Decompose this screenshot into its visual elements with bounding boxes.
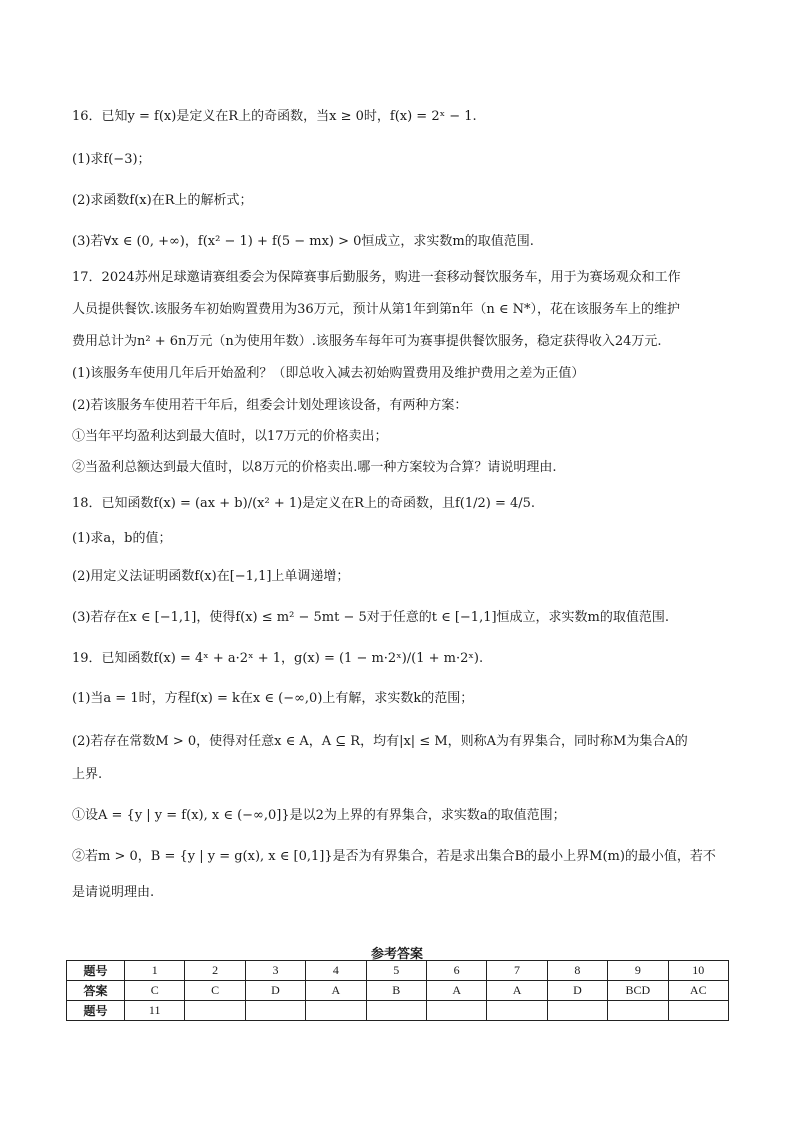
problem-18-part-2: (2)用定义法证明函数f(x)在[−1,1]上单调递增； bbox=[72, 569, 350, 584]
answer-table-cell bbox=[306, 1001, 366, 1021]
answer-table-cell: 4 bbox=[306, 961, 366, 981]
answer-table-cell: C bbox=[185, 981, 245, 1001]
answer-table-cell: 1 bbox=[125, 961, 185, 981]
problem-19-part-2-line-1: (2)若存在常数M > 0，使得对任意x ∈ A，A ⊆ R，均有|x| ≤ M，则称A为有界集合，同时称M为集合A的 bbox=[72, 734, 688, 749]
problem-18-stem: 18．已知函数f(x) = (ax + b)/(x² + 1)是定义在R上的奇函数，且f(1/2) = 4/5. bbox=[72, 496, 536, 511]
answer-table-header-cell: 答案 bbox=[67, 981, 125, 1001]
problem-19-subpart-1: ①设A = {y | y = f(x), x ∈ (−∞,0]}是以2为上界的有界集合，求实数a的取值范围； bbox=[72, 808, 566, 823]
problem-16-part-3: (3)若∀x ∈ (0, +∞)，f(x² − 1) + f(5 − mx) > 0恒成立，求实数m的取值范围. bbox=[72, 234, 534, 249]
answer-table-cell: BCD bbox=[608, 981, 668, 1001]
problem-17-option-2: ②当盈利总额达到最大值时，以8万元的价格卖出.哪一种方案较为合算？请说明理由. bbox=[72, 460, 557, 475]
problem-19-subpart-2-line-2: 是请说明理由. bbox=[72, 885, 155, 900]
problem-17-part-2: (2)若该服务车使用若干年后，组委会计划处理该设备，有两种方案： bbox=[72, 398, 468, 413]
problem-18-part-1: (1)求a，b的值； bbox=[72, 531, 172, 546]
answer-table-row bbox=[67, 1001, 729, 1021]
answer-table-cell bbox=[426, 1001, 486, 1021]
answer-table-cell: 10 bbox=[668, 961, 728, 981]
answer-table bbox=[66, 960, 729, 1021]
problem-17-stem-line-1: 17．2024苏州足球邀请赛组委会为保障赛事后勤服务，购进一套移动餐饮服务车，用于为赛场观众和工作 bbox=[72, 270, 681, 285]
answer-table-cell: D bbox=[547, 981, 607, 1001]
answer-table-title: 参考答案 bbox=[370, 947, 423, 962]
problem-18-part-3: (3)若存在x ∈ [−1,1]，使得f(x) ≤ m² − 5mt − 5对于任意的t ∈ [−1,1]恒成立，求实数m的取值范围. bbox=[72, 610, 670, 625]
problem-16-part-2: (2)求函数f(x)在R上的解析式； bbox=[72, 193, 253, 208]
answer-table-cell: B bbox=[366, 981, 426, 1001]
problem-19-part-2-line-2: 上界. bbox=[72, 767, 103, 782]
answer-table-cell: C bbox=[125, 981, 185, 1001]
problem-17-option-1: ①当年平均盈利达到最大值时，以17万元的价格卖出； bbox=[72, 429, 388, 444]
answer-table-cell: A bbox=[426, 981, 486, 1001]
problem-17-stem-line-3: 费用总计为n² + 6n万元（n为使用年数）.该服务车每年可为赛事提供餐饮服务，稳定获得收入24万元. bbox=[72, 334, 662, 349]
answer-table-cell: 6 bbox=[426, 961, 486, 981]
answer-table-cell: 11 bbox=[125, 1001, 185, 1021]
answer-table-header-cell: 题号 bbox=[67, 961, 125, 981]
answer-table-cell: 9 bbox=[608, 961, 668, 981]
answer-table-cell: 7 bbox=[487, 961, 547, 981]
answer-table-cell: A bbox=[306, 981, 366, 1001]
problem-16-part-1: (1)求f(−3)； bbox=[72, 152, 151, 167]
answer-table-cell bbox=[245, 1001, 305, 1021]
answer-table-cell bbox=[668, 1001, 728, 1021]
problem-19-stem: 19．已知函数f(x) = 4ˣ + a·2ˣ + 1，g(x) = (1 − m·2ˣ)/(1 + m·2ˣ). bbox=[72, 651, 484, 666]
problem-19-subpart-2-line-1: ②若m > 0，B = {y | y = g(x), x ∈ [0,1]}是否为有界集合，若是求出集合B的最小上界M(m)的最小值，若不 bbox=[72, 849, 716, 864]
answer-table-cell: 2 bbox=[185, 961, 245, 981]
answer-table-cell: AC bbox=[668, 981, 728, 1001]
answer-table-cell bbox=[487, 1001, 547, 1021]
problem-17-stem-line-2: 人员提供餐饮.该服务车初始购置费用为36万元，预计从第1年到第n年（n ∈ N*），花在该服务车上的维护 bbox=[72, 302, 680, 317]
answer-table-cell bbox=[185, 1001, 245, 1021]
answer-table-cell bbox=[366, 1001, 426, 1021]
answer-table-cell: A bbox=[487, 981, 547, 1001]
answer-table-cell: 8 bbox=[547, 961, 607, 981]
answer-table-cell bbox=[608, 1001, 668, 1021]
answer-table-cell bbox=[547, 1001, 607, 1021]
problem-16-stem: 16．已知y = f(x)是定义在R上的奇函数，当x ≥ 0时，f(x) = 2ˣ − 1. bbox=[72, 109, 477, 124]
answer-table-row bbox=[67, 961, 729, 981]
problem-17-part-1: (1)该服务车使用几年后开始盈利？（即总收入减去初始购置费用及维护费用之差为正值） bbox=[72, 366, 585, 381]
answer-table-cell: 5 bbox=[366, 961, 426, 981]
answer-table-row bbox=[67, 981, 729, 1001]
answer-table-cell: D bbox=[245, 981, 305, 1001]
answer-table-cell: 3 bbox=[245, 961, 305, 981]
answer-table-header-cell: 题号 bbox=[67, 1001, 125, 1021]
problem-19-part-1: (1)当a = 1时，方程f(x) = k在x ∈ (−∞,0)上有解，求实数k的范围； bbox=[72, 691, 474, 706]
